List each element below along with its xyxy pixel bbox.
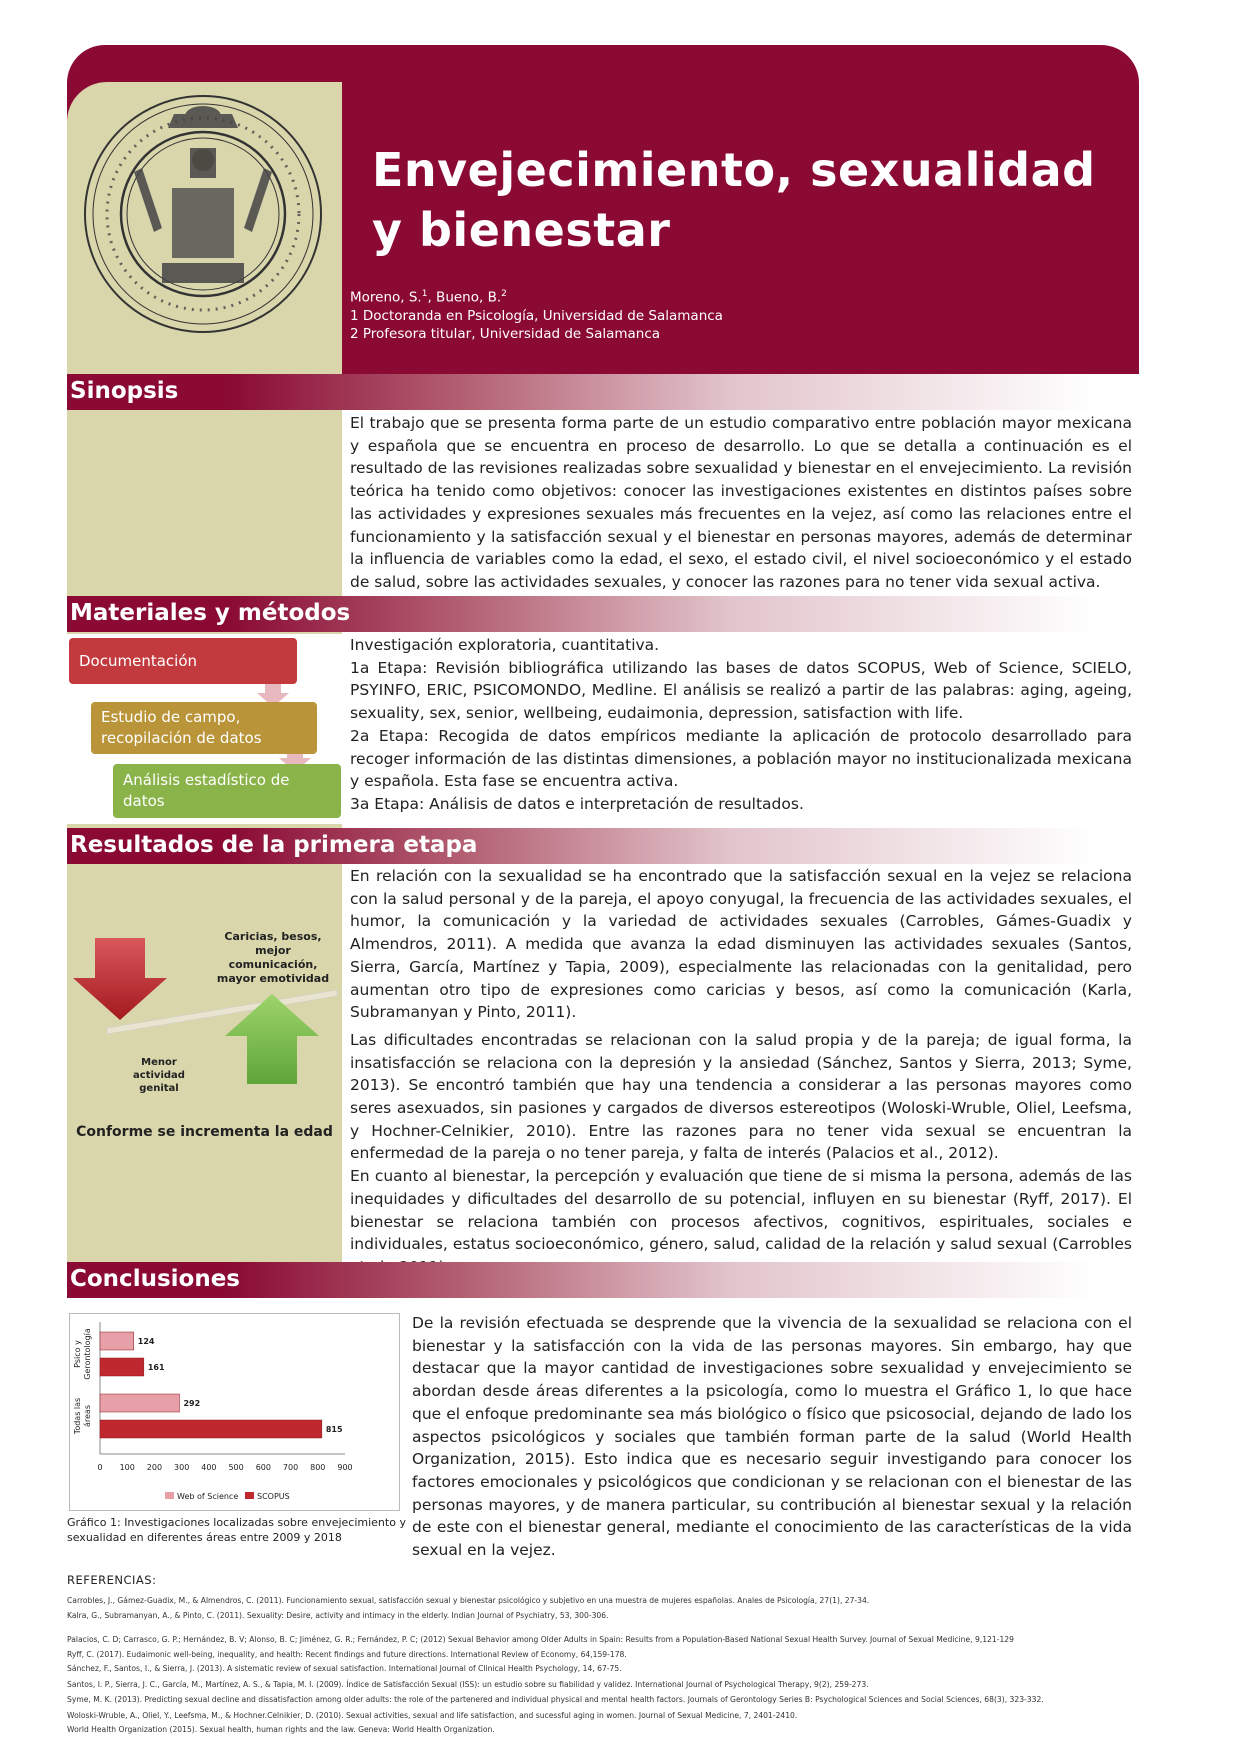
x-tick-label: 100 bbox=[119, 1463, 135, 1472]
resultados-text bbox=[350, 865, 1132, 1279]
figure-down-label: Menor actividad genital bbox=[133, 1057, 185, 1094]
x-tick-label: 500 bbox=[228, 1463, 244, 1472]
sinopsis-paragraph: El trabajo que se presenta forma parte de un estudio comparativo entre población mayor mexicana y española que se encuentra en proceso de desarrollo. Lo que se detalla a continuación es el resultado de las revisiones realizadas sobre sexualidad y bienestar en el envejecimiento. La revisión teórica ha tenido como objetivos: conocer las investigaciones existentes en distintos países sobre las actividades y expresiones sexuales más frecuentes en la vejez, así como las relaciones entre el funcionamiento y la satisfacción sexual y el bienestar en personas mayores, además de determinar la influencia de variables como la edad, el sexo, el estado civil, el nivel socioeconómico y el estado de salud, sobre las actividades sexuales, y conocer las razones para no tener vida sexual activa. bbox=[350, 414, 1132, 591]
figure-up-label: Caricias, besos, mejor comunicación, mayor emotividad bbox=[216, 930, 330, 985]
author-1: Moreno, S. bbox=[350, 289, 422, 306]
legend-label: SCOPUS bbox=[257, 1492, 290, 1501]
category-label: Gerontología bbox=[83, 1328, 92, 1380]
legend-swatch bbox=[245, 1492, 254, 1499]
diagram-step-2-label: Estudio de campo, recopilación de datos bbox=[101, 708, 262, 747]
materiales-text bbox=[350, 634, 1132, 816]
conclusiones-text bbox=[412, 1312, 1132, 1562]
reference-item: Woloski-Wruble, A., Oliel, Y., Leefsma, M., & Hochner.Celnikier, D. (2010). Sexual activities, sexual and life satisfaction, and sucessful aging in women. Journal of Sexual Medicine, 7, 2401-2410. bbox=[67, 1710, 798, 1720]
references-block bbox=[67, 1573, 1147, 1737]
materiales-line-3: 2a Etapa: Recogida de datos empíricos mediante la aplicación de protocolo desarrollado para recoger información de las distintas dimensiones, a población mayor no institucionalizada mexicana y española. Esta fase se encuentra activa. bbox=[350, 726, 1132, 791]
references-heading: REFERENCIAS: bbox=[67, 1573, 157, 1587]
diagram-step-1-label: Documentación bbox=[79, 651, 198, 670]
section-heading-materiales: Materiales y métodos bbox=[70, 600, 351, 626]
x-tick-label: 700 bbox=[282, 1463, 299, 1472]
x-tick-label: 0 bbox=[97, 1463, 103, 1472]
sinopsis-text bbox=[350, 412, 1132, 594]
section-heading-resultados: Resultados de la primera etapa bbox=[70, 832, 478, 858]
section-bar-sinopsis bbox=[67, 374, 1139, 410]
x-tick-label: 900 bbox=[337, 1463, 353, 1472]
reference-item: Palacios, C. D; Carrasco, G. P.; Hernández, B. V; Alonso, B. C; Jiménez, G. R.; Fernández, P. C; (2012) Sexual Behavior among Older Adults in Spain: Results from a Population-Based National Sexual Health Survey. Journal of Sexual Medicine, 9,121-129 bbox=[67, 1635, 1014, 1644]
bar-0-1 bbox=[100, 1358, 144, 1376]
results-figure bbox=[67, 930, 342, 1150]
authors-block bbox=[350, 285, 1050, 343]
figure-caption: Conforme se incrementa la edad bbox=[76, 1124, 333, 1140]
section-bar-materiales bbox=[67, 596, 1139, 632]
category-label: áreas bbox=[83, 1404, 92, 1428]
affiliation-1: 1 Doctoranda en Psicología, Universidad de Salamanca bbox=[350, 307, 723, 324]
resultados-paragraph-1: En relación con la sexualidad se ha encontrado que la satisfacción sexual en la vejez se relaciona con la salud personal y de la pareja, el apoyo conyugal, la frecuencia de las actividades sexuales, el humor, la comunicación y la variedad de actividades sexuales (Carrobles, Gámes-Guadix y Almendros, 2011). A medida que avanza la edad disminuyen las actividades sexuales (Santos, Sierra, García, Martínez y Tapia, 2009), especialmente las relacionadas con la genitalidad, pero aumentan otro tipo de expresiones como caricias y besos, así como la comunicación (Karla, Subramanyan y Pinto, 2011). bbox=[350, 867, 1132, 1022]
bar-value-label: 124 bbox=[137, 1337, 155, 1346]
bar-value-label: 292 bbox=[183, 1399, 201, 1408]
diagram-step-documentacion bbox=[69, 638, 297, 684]
section-bar-conclusiones bbox=[67, 1262, 1139, 1298]
reference-item: Kalra, G., Subramanyan, A., & Pinto, C. (2011). Sexuality: Desire, activity and intimacy in the elderly. Indian Journal of Psychiatry, 53, 300-306. bbox=[67, 1610, 609, 1620]
x-tick-label: 300 bbox=[174, 1463, 190, 1472]
reference-item: Ryff, C. (2017). Eudaimonic well-being, inequality, and health: Recent findings and future directions. International Review of Economy, 64,159-178. bbox=[67, 1649, 627, 1659]
materiales-line-4: 3a Etapa: Análisis de datos e interpretación de resultados. bbox=[350, 794, 804, 813]
diagram-step-3-label: Análisis estadístico de datos bbox=[123, 771, 290, 810]
category-label: Todas las bbox=[73, 1397, 82, 1435]
reference-item: Carrobles, J., Gámez-Guadix, M., & Almendros, C. (2011). Funcionamiento sexual, satisfacción sexual y bienestar psicológico y subjetivo en una muestra de mujeres españolas. Anales de Psicología, 27(1), 27-34. bbox=[67, 1596, 870, 1605]
affiliation-2: 2 Profesora titular, Universidad de Salamanca bbox=[350, 325, 661, 342]
section-heading-sinopsis: Sinopsis bbox=[70, 378, 179, 404]
x-tick-label: 400 bbox=[201, 1463, 217, 1472]
bar-value-label: 161 bbox=[147, 1363, 165, 1372]
category-label: Psico y bbox=[73, 1340, 82, 1368]
author-1-sup: 1 bbox=[421, 289, 428, 299]
authors-line bbox=[350, 285, 1050, 307]
poster-title: Envejecimiento, sexualidad y bienestar bbox=[372, 143, 1096, 257]
materiales-line-1: Investigación exploratoria, cuantitativa. bbox=[350, 636, 660, 654]
methods-diagram bbox=[67, 634, 342, 824]
reference-item: World Health Organization (2015). Sexual health, human rights and the law. Geneva: World Health Organization. bbox=[67, 1725, 495, 1734]
x-tick-label: 800 bbox=[310, 1463, 326, 1472]
materiales-line-2: 1a Etapa: Revisión bibliográfica utilizando las bases de datos SCOPUS, Web of Science, SCIELO, PSYINFO, ERIC, PSICOMONDO, Medline. El análisis se realizó a partir de las palabras: aging, ageing, sexuality, sex, senior, wellbeing, eudaimonia, depression, satisfaction with life. bbox=[350, 658, 1132, 723]
diagram-step-analisis bbox=[113, 764, 341, 818]
chart-container bbox=[69, 1313, 400, 1511]
reference-item: Sánchez, F., Santos, I., & Sierra, J. (2013). A sistematic review of sexual satisfaction. International Journal of Clinical Health Psychology, 14, 67-75. bbox=[67, 1664, 622, 1673]
university-seal-logo bbox=[72, 88, 334, 340]
bar-value-label: 815 bbox=[325, 1425, 343, 1434]
reference-item: Santos, I. P., Sierra, J. C., García, M., Martínez, A. S., & Tapia, M. I. (2009). Índice de Satisfacción Sexual (ISS): un estudio sobre su fiabilidad y validez. International Journal of Psychological Therapy, 9(2), 259-273. bbox=[67, 1679, 869, 1689]
section-heading-conclusiones: Conclusiones bbox=[70, 1266, 240, 1292]
x-tick-label: 600 bbox=[255, 1463, 271, 1472]
down-arrow-icon bbox=[73, 938, 167, 1020]
section-bar-resultados bbox=[67, 828, 1139, 864]
x-tick-label: 200 bbox=[146, 1463, 163, 1472]
reference-item: Syme, M. K. (2013). Predicting sexual decline and dissatisfaction among older adults: the role of the partenered and individual physical and mental health factors. Journals of Gerontology Series B: Psychological Sciences and Social Sciences, 68(3), 323-332. bbox=[67, 1695, 1044, 1704]
diagram-step-estudio bbox=[91, 702, 317, 754]
resultados-paragraph-3: En cuanto al bienestar, la percepción y evaluación que tiene de si misma la persona, además de las inequidades y dificultades del desarrollo de su potencial, influyen en su bienestar (Ryff, 2017). El bienestar se relaciona también con procesos afectivos, cognitivos, espirituales, sociales e individuales, estatus socioeconómico, género, salud, calidad de la relación y salud sexual (Carrobles bbox=[350, 1167, 1132, 1254]
legend-label: Web of Science bbox=[177, 1492, 239, 1501]
bar-chart bbox=[70, 1314, 399, 1510]
conclusiones-paragraph: De la revisión efectuada se desprende que la vivencia de la sexualidad se relaciona con el bienestar y la satisfacción con la vida de las personas mayores. Sin embargo, hay que destacar que la mayor cantidad de investigaciones sobre sexualidad y envejecimiento se abordan desde áreas diferentes a la psicología, como lo muestra el Gráfico 1, lo que hace que el enfoque predominante sea más biológico o físico que psicosocial, dejando de lado los aspectos psicológicos y sociales que también forman parte de la salud (World Health Organization, 2015). Esto indica que es necesario seguir investigando para conocer los factores emocionales y psicológicos que condicionan y se relacionan con el bienestar de las personas mayores, y de manera particular, su contribución al bienestar sexual y la relación de este con el bienestar general, mediante el conocimiento de las características de la vida sexual en la vejez. bbox=[412, 1314, 1132, 1560]
author-2: , Bueno, B. bbox=[427, 289, 502, 306]
chart-caption: Gráfico 1: Investigaciones localizadas sobre envejecimiento y sexualidad en diferentes áreas entre 2009 y 2018 bbox=[67, 1516, 406, 1544]
bar-1-0 bbox=[100, 1394, 179, 1412]
bar-0-0 bbox=[100, 1332, 134, 1350]
legend-swatch bbox=[165, 1492, 174, 1499]
resultados-paragraph-2: Las dificultades encontradas se relacionan con la salud propia y de la pareja; de igual forma, la insatisfacción se relaciona con la depresión y la ansiedad (Sánchez, Santos y Sierra, 2013; Syme, 2013). Se encontró también que hay una tendencia a considerar a las personas mayores como seres asexuados, sin pasiones y cargados de diversos estereotipos (Woloski-Wruble, Oliel, Leefsma, y Hochner-Celnikier, 2010). Entre las razones para no tener vida sexual se encuentran la enfermedad de la pareja o no tener pareja, y falta de interés (Palacios et al., 2012). bbox=[350, 1030, 1132, 1163]
author-2-sup: 2 bbox=[501, 289, 507, 299]
bar-1-1 bbox=[100, 1420, 322, 1438]
